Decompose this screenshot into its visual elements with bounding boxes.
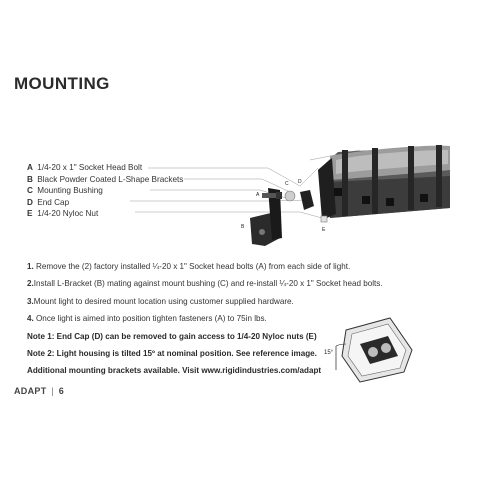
step-3: 3.Mount light to desired mount location using customer supplied hardware. — [27, 296, 294, 306]
label-d: D — [298, 179, 302, 185]
part-item-a: A 1/4-20 x 1" Socket Head Bolt — [27, 163, 143, 172]
footer-separator: | — [51, 386, 54, 396]
page-footer — [14, 386, 64, 396]
page-title: MOUNTING — [14, 74, 110, 93]
label-a: A — [256, 192, 260, 198]
parts-list — [27, 162, 183, 220]
label-e: E — [322, 227, 326, 233]
mounting-instructions — [27, 262, 427, 384]
part-item-c: C Mounting Bushing — [27, 186, 103, 196]
step-1: 1. Remove the (2) factory installed ¼-20 x 1" Socket head bolts (A) from each side of light. — [27, 262, 351, 271]
part-item-d: D End Cap — [27, 197, 70, 207]
page-number: 6 — [58, 386, 65, 396]
note-1: Note 1: End Cap (D) can be removed to gain access to 1/4-20 Nyloc nuts (E) — [27, 331, 317, 341]
light-bar-housing — [318, 145, 450, 220]
part-item-e: E 1/4-20 Nyloc Nut — [27, 209, 99, 219]
step-2: 2.Install L-Bracket (B) mating against mount bushing (C) and re-install ¼-20 x 1" Socket head bolts. — [27, 279, 383, 289]
additional-brackets-note: Additional mounting brackets available. Visit www.rigidindustries.com/adapt — [27, 366, 322, 376]
end-cap — [300, 190, 314, 210]
footer-brand: ADAPT — [14, 386, 47, 396]
label-b: B — [241, 224, 245, 230]
tilt-angle-label: 15° — [324, 350, 334, 356]
part-item-b: B Black Powder Coated L-Shape Brackets — [27, 174, 184, 184]
label-c: C — [285, 181, 289, 187]
note-2: Note 2: Light housing is tilted 15º at nominal position. See reference image. — [27, 348, 317, 358]
nyloc-nut — [321, 216, 327, 222]
socket-head-bolt — [262, 192, 282, 199]
mounting-bushing — [285, 191, 295, 201]
step-4: 4. Once light is aimed into position tighten fasteners (A) to 75in lbs. — [27, 314, 267, 324]
